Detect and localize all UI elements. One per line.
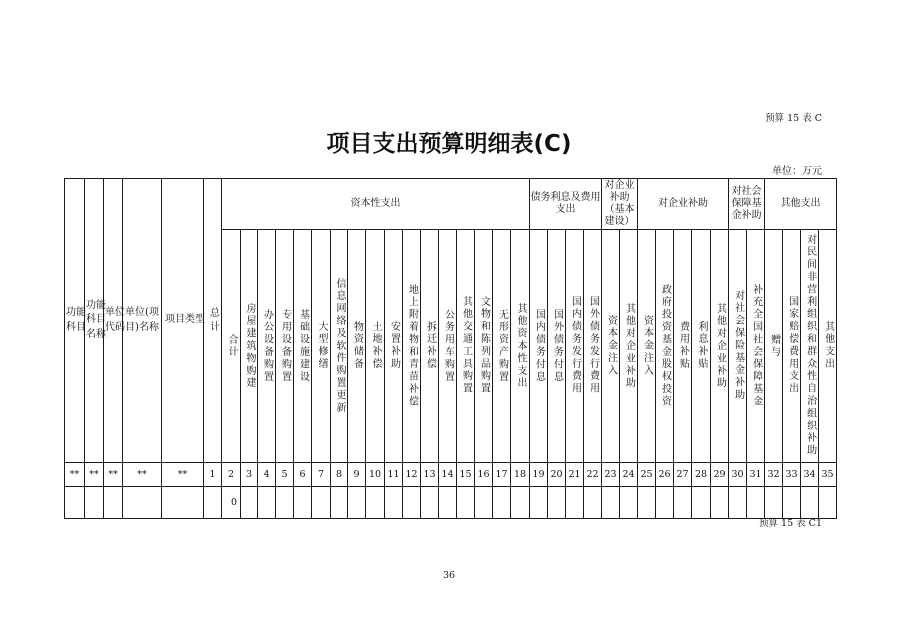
data-cell [241,487,258,519]
group-header-other-expenditure-label: 其他支出 [780,197,821,209]
data-cell [276,487,294,519]
column-code-cell: 23 [602,463,620,487]
column-header-label: 基础设施建设 [297,308,309,384]
column-header-2 [222,230,241,463]
column-header-9 [348,230,366,463]
column-header-label: 无形资产购置 [496,308,508,384]
column-header-31 [747,230,765,463]
group-header-social-security-fund-subsidy-label: 对社会保障基金补助 [731,185,762,222]
column-code-cell: ** [104,463,123,487]
column-header-8 [331,230,348,463]
column-code-cell: 8 [331,463,348,487]
column-header-label: 利息补贴 [696,321,707,371]
data-cell [348,487,366,519]
column-code-cell: 6 [294,463,312,487]
column-code-cell: 22 [584,463,602,487]
column-code-cell: 17 [493,463,511,487]
data-cell [312,487,331,519]
column-code-cell: ** [123,463,162,487]
header-total-label: 总计 [207,306,219,335]
data-cell [656,487,674,519]
column-code-cell: 28 [692,463,711,487]
column-code-cell: 11 [385,463,403,487]
column-header-14 [439,230,457,463]
data-cell [602,487,620,519]
column-header-18 [511,230,530,463]
data-cell [711,487,729,519]
data-cell [638,487,656,519]
column-code-cell: 12 [403,463,421,487]
column-code-cell: 32 [765,463,783,487]
data-cell [548,487,566,519]
unit-label: 单位：万元 [772,166,822,177]
column-header-label: 其他交通工具购置 [460,296,472,396]
column-header-34 [801,230,819,463]
column-header-label: 补充全国社会保障基金 [750,284,762,408]
column-code-cell: 16 [475,463,493,487]
group-header-enterprise-subsidy-construction [602,179,638,230]
column-code-cell: 5 [276,463,294,487]
column-header-label: 房屋建筑物购建 [244,302,255,390]
column-header-label: 拆迁补偿 [424,321,436,371]
group-header-other-expenditure [765,179,837,230]
column-code-cell: ** [85,463,104,487]
column-header-7 [312,230,331,463]
column-header-label: 信息网络及软件购置更新 [334,277,345,415]
column-code-cell: 2 [222,463,241,487]
data-cell [331,487,348,519]
column-header-13 [421,230,439,463]
data-cell [566,487,584,519]
form-code-bottom: 预算 15 表 C1 [759,518,822,529]
column-header-4 [258,230,276,463]
column-header-label: 国内债务发行费用 [569,296,581,396]
column-header-24 [620,230,638,463]
column-code-cell: 35 [819,463,837,487]
data-cell [294,487,312,519]
column-header-label: 安置补助 [388,321,400,371]
column-header-15 [457,230,475,463]
data-cell [692,487,711,519]
group-header-enterprise-subsidy-label: 对企业补助 [658,197,709,209]
column-header-label: 公务用车购置 [442,308,454,384]
column-header-label: 国外债务发行费用 [587,296,599,396]
data-row [65,487,837,519]
budget-detail-table [64,178,837,519]
header-unit-code [104,179,123,463]
column-header-label: 文物和陈列品购置 [478,296,490,396]
column-header-label: 资本金注入 [641,315,653,377]
column-header-label: 大型修缮 [316,321,327,371]
data-cell [457,487,475,519]
column-code-cell: 33 [783,463,801,487]
group-header-social-security-fund-subsidy [729,179,765,230]
column-header-10 [366,230,385,463]
data-cell [385,487,403,519]
data-cell [366,487,385,519]
data-cell [85,487,104,519]
column-code-cell: 25 [638,463,656,487]
column-header-21 [566,230,584,463]
column-header-label: 其他对企业补助 [714,302,726,390]
column-code-cell: 3 [241,463,258,487]
column-header-label: 国外债务付息 [551,308,563,384]
column-header-22 [584,230,602,463]
column-header-6 [294,230,312,463]
column-header-11 [385,230,403,463]
data-cell [258,487,276,519]
column-header-label: 土地补偿 [370,321,381,371]
data-cell [584,487,602,519]
data-cell [620,487,638,519]
column-header-label: 合计 [226,333,237,359]
column-header-25 [638,230,656,463]
column-code-row [65,463,837,487]
header-unit-project-name-label: 单位(项目)名称 [125,307,159,333]
page-number: 36 [442,570,456,581]
column-header-label: 办公设备购置 [261,308,273,384]
header-unit-code-label: 单位代码 [105,307,125,333]
column-code-cell: 1 [204,463,222,487]
column-header-label: 其他支出 [822,321,834,371]
column-code-cell: 26 [656,463,674,487]
data-cell [204,487,222,519]
column-header-16 [475,230,493,463]
data-cell [403,487,421,519]
column-code-cell: 31 [747,463,765,487]
column-header-label: 对民间非营利组织和群众性自治组织补助 [804,234,816,458]
column-code-cell: 4 [258,463,276,487]
data-cell [123,487,162,519]
column-code-cell: 30 [729,463,747,487]
data-cell [530,487,548,519]
column-header-label: 国家赔偿费用支出 [786,296,798,396]
header-unit-project-name [123,179,162,463]
group-header-enterprise-subsidy [638,179,729,230]
column-header-3 [241,230,258,463]
data-cell [493,487,511,519]
column-code-cell: ** [162,463,204,487]
column-header-17 [493,230,511,463]
data-cell [747,487,765,519]
page-title: 项目支出预算明细表(C) [326,131,572,157]
column-header-label: 费用补贴 [677,321,689,371]
data-cell [162,487,204,519]
form-code-top: 预算 15 表 C [765,113,822,124]
column-code-cell: 24 [620,463,638,487]
header-total [204,179,222,463]
column-header-19 [530,230,548,463]
group-header-debt-interest-fees-label: 债务利息及费用支出 [530,191,601,215]
column-header-label: 专用设备购置 [279,308,291,384]
column-header-label: 其他对企业补助 [623,302,635,390]
column-code-cell: 34 [801,463,819,487]
data-cell [65,487,85,519]
header-row-groups [65,179,837,230]
data-cell [421,487,439,519]
column-code-cell: 29 [711,463,729,487]
header-function-subject-label: 功能科目 [66,307,86,333]
group-header-debt-interest-fees [530,179,602,230]
column-header-label: 资本金注入 [605,315,617,377]
column-code-cell: 21 [566,463,584,487]
column-header-label: 物资储备 [351,321,363,371]
data-cell [801,487,819,519]
header-function-subject [65,179,85,463]
column-header-label: 其他资本性支出 [515,302,526,390]
column-code-cell: 15 [457,463,475,487]
column-header-20 [548,230,566,463]
data-cell [729,487,747,519]
column-header-label: 对社会保险基金补助 [732,290,744,402]
header-project-type-label: 项目类型 [165,314,205,326]
column-header-32 [765,230,783,463]
column-header-26 [656,230,674,463]
header-function-subject-name-label: 功能科目名称 [86,299,106,340]
data-cell: 0 [222,487,241,519]
data-cell [783,487,801,519]
header-function-subject-name [85,179,104,463]
data-cell [439,487,457,519]
column-header-label: 国内债务付息 [533,308,545,384]
data-cell [104,487,123,519]
column-code-cell: 19 [530,463,548,487]
column-header-5 [276,230,294,463]
column-code-cell: 9 [348,463,366,487]
data-cell [819,487,837,519]
data-cell [765,487,783,519]
column-code-cell: ** [65,463,85,487]
column-header-28 [692,230,711,463]
group-header-capital-expenditure-label: 资本性支出 [350,197,401,209]
column-code-cell: 20 [548,463,566,487]
column-code-cell: 14 [439,463,457,487]
column-header-33 [783,230,801,463]
group-header-capital-expenditure [222,179,530,230]
column-header-29 [711,230,729,463]
column-header-label: 政府投资基金股权投资 [659,284,671,408]
column-code-cell: 27 [674,463,692,487]
column-header-35 [819,230,837,463]
header-project-type [162,179,204,463]
column-header-30 [729,230,747,463]
data-cell [674,487,692,519]
column-header-12 [403,230,421,463]
column-code-cell: 13 [421,463,439,487]
column-header-label: 地上附着物和青苗补偿 [406,284,418,408]
column-header-27 [674,230,692,463]
group-header-enterprise-subsidy-construction-label: 对企业补助（基本建设） [604,179,635,228]
column-header-23 [602,230,620,463]
column-header-label: 赠与 [768,333,780,359]
column-code-cell: 10 [366,463,385,487]
column-code-cell: 18 [511,463,530,487]
data-cell [475,487,493,519]
column-code-cell: 7 [312,463,331,487]
data-cell [511,487,530,519]
